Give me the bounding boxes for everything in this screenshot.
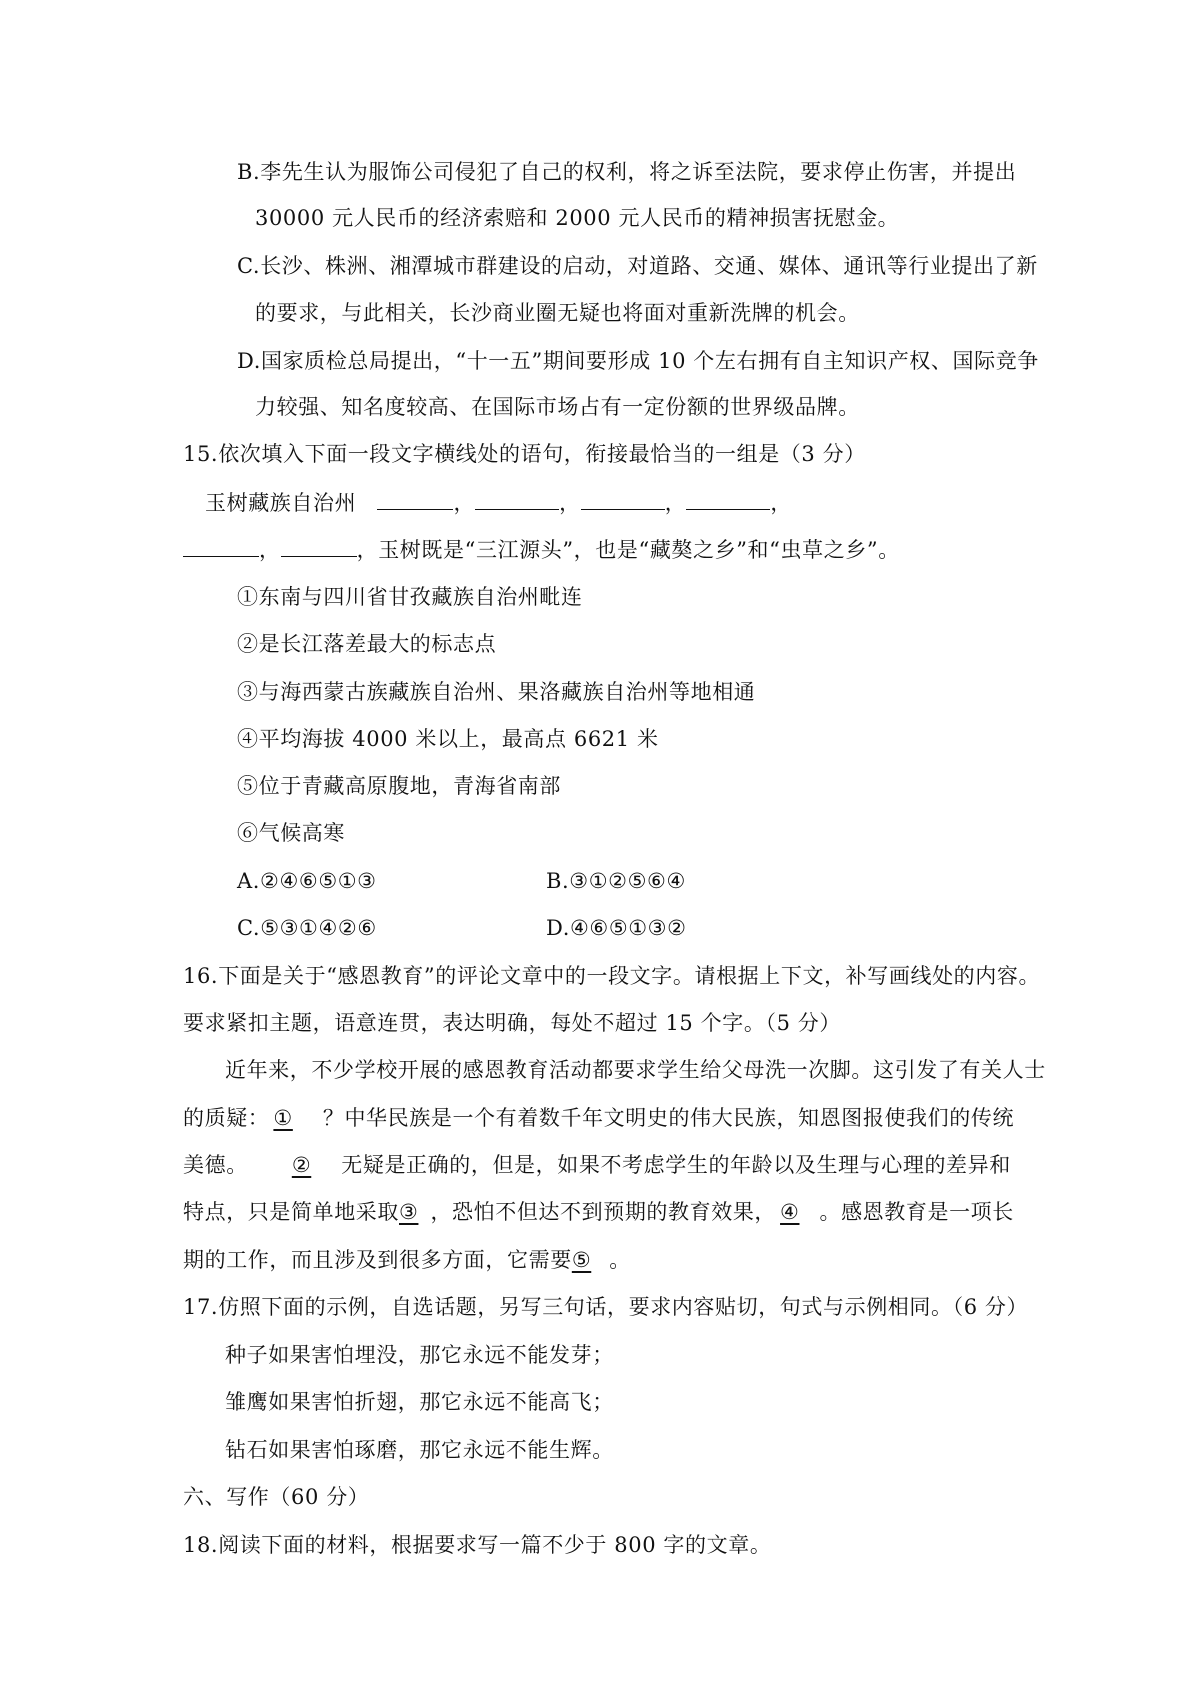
- q14-option-d-line1: D.国家质检总局提出，“十一五”期间要形成 10 个左右拥有自主知识产权、国际竞争: [237, 349, 1039, 373]
- q15-passage-line2: [183, 534, 900, 565]
- q15-passage-line1: [205, 487, 792, 518]
- q15-blank-4[interactable]: [686, 487, 770, 510]
- q15-item-5: ⑤位于青藏高原腹地，青海省南部: [237, 774, 561, 798]
- section-6-heading: 六、写作（60 分）: [183, 1485, 370, 1509]
- q15-comma-2: ，: [559, 491, 581, 515]
- q16-text: 。感恩教育是一项长: [819, 1200, 1014, 1224]
- q17-stem: 17.仿照下面的示例，自选话题，另写三句话，要求内容贴切，句式与示例相同。（6 分）: [183, 1295, 1029, 1319]
- q15-item-3: ③与海西蒙古族藏族自治州、果洛藏族自治州等地相通: [237, 680, 756, 704]
- q16-blank-1[interactable]: ①: [273, 1106, 293, 1130]
- q16-text: 。: [609, 1248, 631, 1272]
- q18-stem: 18.阅读下面的材料，根据要求写一篇不少于 800 字的文章。: [183, 1533, 772, 1557]
- q16-blank-5[interactable]: ⑤: [571, 1248, 592, 1272]
- q16-para-line1: 近年来，不少学校开展的感恩教育活动都要求学生给父母洗一次脚。这引发了有关人士: [225, 1058, 1046, 1082]
- q15-blank-3[interactable]: [581, 487, 665, 510]
- q15-passage-start: 玉树藏族自治州: [205, 491, 357, 515]
- q17-example-1: 种子如果害怕埋没，那它永远不能发芽；: [225, 1343, 614, 1367]
- q16-text: 美德。: [183, 1153, 248, 1177]
- q15-item-2: ②是长江落差最大的标志点: [237, 632, 497, 656]
- q14-option-b-line1: B.李先生认为服饰公司侵犯了自己的权利，将之诉至法院，要求停止伤害，并提出: [237, 160, 1017, 184]
- q15-item-4: ④平均海拔 4000 米以上，最高点 6621 米: [237, 727, 659, 751]
- q16-para-line4: [183, 1197, 1014, 1227]
- q15-item-6: ⑥气候高寒: [237, 821, 345, 845]
- q15-comma-4: ，: [770, 491, 792, 515]
- q15-item-1: ①东南与四川省甘孜藏族自治州毗连: [237, 585, 583, 609]
- q15-comma-1: ，: [453, 491, 476, 515]
- q15-blank-6[interactable]: [281, 534, 357, 557]
- q15-stem: 15.依次填入下面一段文字横线处的语句，衔接最恰当的一组是（3 分）: [183, 442, 866, 466]
- q15-option-b: B.③①②⑤⑥④: [546, 869, 686, 893]
- q15-blank-1[interactable]: [377, 487, 453, 510]
- q16-text: ？中华民族是一个有着数千年文明史的伟大民族，知恩图报使我们的传统: [322, 1106, 1015, 1130]
- q15-option-d: D.④⑥⑤①③②: [546, 916, 687, 940]
- q17-example-3: 钻石如果害怕琢磨，那它永远不能生辉。: [225, 1438, 614, 1462]
- q16-text: 无疑是正确的，但是，如果不考虑学生的年龄以及生理与心理的差异和: [341, 1153, 1011, 1177]
- q16-blank-4[interactable]: ④: [780, 1200, 800, 1224]
- q16-stem-line2: 要求紧扣主题，语意连贯，表达明确，每处不超过 15 个字。（5 分）: [183, 1011, 842, 1035]
- q15-blank-5[interactable]: [183, 534, 259, 557]
- q15-option-c: C.⑤③①④②⑥: [237, 916, 377, 940]
- q14-option-b-line2: 30000 元人民币的经济索赔和 2000 元人民币的精神损害抚慰金。: [255, 206, 900, 230]
- q16-blank-2[interactable]: ②: [291, 1153, 312, 1177]
- q14-option-d-line2: 力较强、知名度较高、在国际市场占有一定份额的世界级品牌。: [255, 395, 860, 419]
- q15-comma-5: ，: [259, 538, 281, 562]
- q16-text: 期的工作，而且涉及到很多方面，它需要: [183, 1248, 572, 1272]
- q14-option-c-line1: C.长沙、株洲、湘潭城市群建设的启动，对道路、交通、媒体、通讯等行业提出了新: [237, 254, 1038, 278]
- q15-option-a: A.②④⑥⑤①③: [237, 869, 377, 893]
- q16-text: 特点，只是简单地采取: [183, 1200, 399, 1224]
- q16-para-line5: [183, 1245, 631, 1275]
- q16-text: 的质疑：: [183, 1106, 270, 1130]
- q15-blank-2[interactable]: [475, 487, 559, 510]
- q16-text: ，恐怕不但达不到预期的教育效果，: [430, 1200, 777, 1224]
- q15-passage-end: ，玉树既是“三江源头”，也是“藏獒之乡”和“虫草之乡”。: [356, 538, 900, 562]
- q15-comma-3: ，: [664, 491, 687, 515]
- q17-example-2: 雏鹰如果害怕折翅，那它永远不能高飞；: [225, 1390, 614, 1414]
- q16-blank-3[interactable]: ③: [399, 1200, 419, 1224]
- q16-para-line3: [183, 1150, 1011, 1180]
- q16-para-line2: [183, 1103, 1014, 1133]
- q14-option-c-line2: 的要求，与此相关，长沙商业圈无疑也将面对重新洗牌的机会。: [255, 301, 860, 325]
- q16-stem-line1: 16.下面是关于“感恩教育”的评论文章中的一段文字。请根据上下文，补写画线处的内容。: [183, 964, 1041, 988]
